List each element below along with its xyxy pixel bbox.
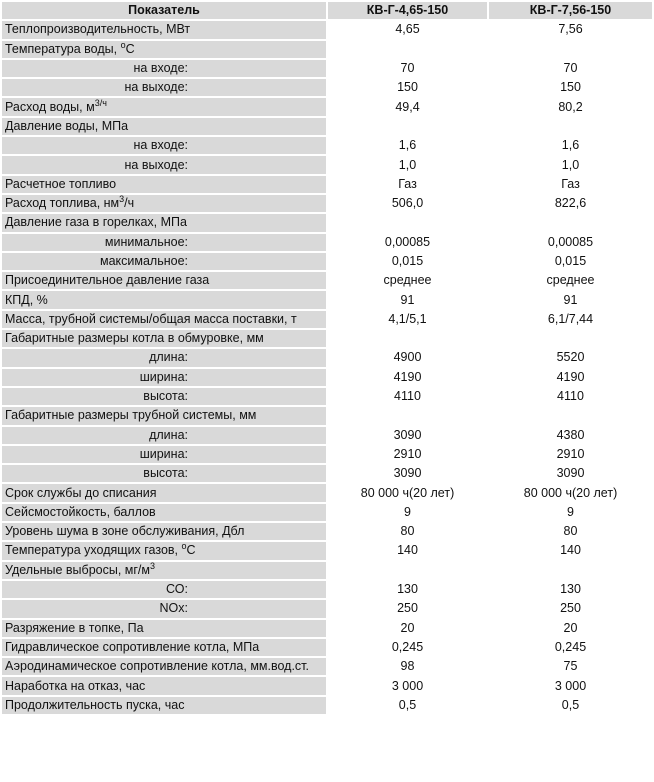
row-value-model-1: 3 000 bbox=[328, 677, 487, 694]
row-sublabel bbox=[2, 60, 326, 77]
row-sublabel bbox=[2, 388, 326, 405]
row-sublabel bbox=[2, 156, 326, 173]
row-label-text: Присоединительное давление газа bbox=[5, 273, 210, 288]
row-label bbox=[2, 407, 326, 424]
table-row bbox=[2, 272, 652, 289]
row-label bbox=[2, 562, 326, 579]
row-value-model-2 bbox=[489, 118, 652, 135]
row-value-model-1 bbox=[328, 562, 487, 579]
row-label-text: Температура уходящих газов, bbox=[5, 543, 182, 558]
row-value-model-1: 80 000 ч(20 лет) bbox=[328, 484, 487, 501]
row-value-model-2 bbox=[489, 330, 652, 347]
row-value-model-2: 3 000 bbox=[489, 677, 652, 694]
row-label-text: ширина: bbox=[139, 446, 188, 461]
row-label-superscript: о bbox=[120, 40, 126, 50]
row-value-model-2: Газ bbox=[489, 176, 652, 193]
row-value-model-1: 506,0 bbox=[328, 195, 487, 212]
row-value-model-1 bbox=[328, 330, 487, 347]
row-sublabel bbox=[2, 369, 326, 386]
row-label-text: Наработка на отказ, час bbox=[5, 678, 146, 693]
row-value-model-1: 9 bbox=[328, 504, 487, 521]
row-value-model-1 bbox=[328, 214, 487, 231]
table-row bbox=[2, 600, 652, 617]
row-label-suffix: /ч bbox=[124, 196, 135, 211]
row-value-model-2 bbox=[489, 562, 652, 579]
table-row bbox=[2, 484, 652, 501]
row-value-model-1 bbox=[328, 118, 487, 135]
row-sublabel bbox=[2, 79, 326, 96]
table-row bbox=[2, 214, 652, 231]
row-label-text: СО: bbox=[166, 582, 188, 597]
row-label-text: Сейсмостойкость, баллов bbox=[5, 504, 156, 519]
row-label-text: Давление газа в горелках, МПа bbox=[5, 215, 187, 230]
row-label-text: на входе: bbox=[133, 61, 188, 76]
table-row bbox=[2, 156, 652, 173]
table-row bbox=[2, 542, 652, 559]
row-value-model-1 bbox=[328, 407, 487, 424]
header-model-1: КВ-Г-4,65-150 bbox=[328, 2, 487, 19]
row-label-text: NOx: bbox=[159, 601, 188, 616]
table-row bbox=[2, 118, 652, 135]
row-label-text: высота: bbox=[143, 466, 188, 481]
row-value-model-1: 0,5 bbox=[328, 697, 487, 714]
row-label bbox=[2, 311, 326, 328]
row-label-text: Срок службы до списания bbox=[5, 485, 157, 500]
row-label-text: Разряжение в топке, Па bbox=[5, 620, 144, 635]
row-value-model-1: 250 bbox=[328, 600, 487, 617]
row-label-text: минимальное: bbox=[104, 234, 188, 249]
row-value-model-2: 4110 bbox=[489, 388, 652, 405]
row-label-text: Давление воды, МПа bbox=[5, 118, 129, 133]
row-label bbox=[2, 214, 326, 231]
row-value-model-2: 4190 bbox=[489, 369, 652, 386]
row-sublabel bbox=[2, 349, 326, 366]
header-row bbox=[2, 2, 652, 19]
row-value-model-2: 1,6 bbox=[489, 137, 652, 154]
table-row bbox=[2, 697, 652, 714]
row-value-model-1: 4,1/5,1 bbox=[328, 311, 487, 328]
table-row bbox=[2, 330, 652, 347]
row-value-model-2: 0,245 bbox=[489, 639, 652, 656]
table-row bbox=[2, 523, 652, 540]
table-row bbox=[2, 427, 652, 444]
row-value-model-2: 2910 bbox=[489, 446, 652, 463]
row-label bbox=[2, 118, 326, 135]
table-row bbox=[2, 79, 652, 96]
row-label-suffix: С bbox=[186, 543, 196, 558]
row-value-model-2: 5520 bbox=[489, 349, 652, 366]
row-value-model-1: 130 bbox=[328, 581, 487, 598]
row-label-text: Уровень шума в зоне обслуживания, Дбл bbox=[5, 524, 245, 539]
row-value-model-1: 49,4 bbox=[328, 98, 487, 115]
row-label-text: Габаритные размеры котла в обмуровке, мм bbox=[5, 331, 264, 346]
row-value-model-2 bbox=[489, 41, 652, 58]
row-value-model-2: 1,0 bbox=[489, 156, 652, 173]
table-row bbox=[2, 291, 652, 308]
table-row bbox=[2, 137, 652, 154]
row-value-model-2: 91 bbox=[489, 291, 652, 308]
row-sublabel bbox=[2, 581, 326, 598]
table-row bbox=[2, 98, 652, 115]
row-label-text: длина: bbox=[149, 350, 188, 365]
row-value-model-1: 0,00085 bbox=[328, 234, 487, 251]
row-value-model-2: 250 bbox=[489, 600, 652, 617]
row-value-model-2: 9 bbox=[489, 504, 652, 521]
header-param: Показатель bbox=[2, 2, 326, 19]
row-value-model-1 bbox=[328, 41, 487, 58]
row-value-model-1: 4,65 bbox=[328, 21, 487, 38]
row-label-superscript: 3/ч bbox=[94, 98, 107, 108]
table-row bbox=[2, 465, 652, 482]
row-label bbox=[2, 330, 326, 347]
row-label bbox=[2, 41, 326, 58]
row-label-text: Габаритные размеры трубной системы, мм bbox=[5, 408, 257, 423]
row-sublabel bbox=[2, 465, 326, 482]
row-sublabel bbox=[2, 234, 326, 251]
row-value-model-1: 0,245 bbox=[328, 639, 487, 656]
row-label-text: длина: bbox=[149, 427, 188, 442]
row-label bbox=[2, 504, 326, 521]
row-label-text: Расход воды, м bbox=[5, 99, 95, 114]
table-row bbox=[2, 446, 652, 463]
row-value-model-1: 2910 bbox=[328, 446, 487, 463]
row-label-text: Аэродинамическое сопротивление котла, мм.вод.ст. bbox=[5, 659, 309, 674]
row-value-model-2: 75 bbox=[489, 658, 652, 675]
row-value-model-2: 80 000 ч(20 лет) bbox=[489, 484, 652, 501]
row-label-suffix: С bbox=[125, 41, 135, 56]
row-value-model-1: Газ bbox=[328, 176, 487, 193]
row-value-model-2 bbox=[489, 407, 652, 424]
table-row bbox=[2, 195, 652, 212]
row-value-model-2 bbox=[489, 214, 652, 231]
row-label-text: высота: bbox=[143, 389, 188, 404]
table-row bbox=[2, 407, 652, 424]
row-value-model-1: 20 bbox=[328, 620, 487, 637]
table-row bbox=[2, 41, 652, 58]
table-row bbox=[2, 639, 652, 656]
row-value-model-2: среднее bbox=[489, 272, 652, 289]
table-row bbox=[2, 562, 652, 579]
row-value-model-2: 140 bbox=[489, 542, 652, 559]
row-label bbox=[2, 542, 326, 559]
row-label-text: КПД, % bbox=[5, 292, 48, 307]
row-label bbox=[2, 697, 326, 714]
header-model-2: КВ-Г-7,56-150 bbox=[489, 2, 652, 19]
row-label bbox=[2, 639, 326, 656]
row-label-text: Расход топлива, нм bbox=[5, 196, 120, 211]
row-value-model-2: 3090 bbox=[489, 465, 652, 482]
row-label bbox=[2, 176, 326, 193]
row-value-model-2: 0,5 bbox=[489, 697, 652, 714]
table-row bbox=[2, 388, 652, 405]
row-value-model-1: 3090 bbox=[328, 427, 487, 444]
row-label-text: Теплопроизводительность, МВт bbox=[5, 22, 191, 37]
row-label bbox=[2, 291, 326, 308]
table-row bbox=[2, 253, 652, 270]
row-value-model-1: 98 bbox=[328, 658, 487, 675]
row-label-text: Удельные выбросы, мг/м bbox=[5, 562, 151, 577]
row-value-model-2: 80,2 bbox=[489, 98, 652, 115]
row-label-text: ширина: bbox=[139, 369, 188, 384]
row-value-model-2: 80 bbox=[489, 523, 652, 540]
row-value-model-1: 4110 bbox=[328, 388, 487, 405]
table-row bbox=[2, 311, 652, 328]
row-value-model-2: 6,1/7,44 bbox=[489, 311, 652, 328]
row-label-text: максимальное: bbox=[99, 254, 188, 268]
row-sublabel bbox=[2, 446, 326, 463]
row-value-model-1: 0,015 bbox=[328, 253, 487, 270]
row-label bbox=[2, 620, 326, 637]
row-sublabel bbox=[2, 253, 326, 270]
table-row bbox=[2, 21, 652, 38]
row-value-model-2: 822,6 bbox=[489, 195, 652, 212]
table-row bbox=[2, 658, 652, 675]
row-label bbox=[2, 677, 326, 694]
row-value-model-1: 1,6 bbox=[328, 137, 487, 154]
row-label-text: Продолжительность пуска, час bbox=[5, 697, 185, 712]
row-sublabel bbox=[2, 427, 326, 444]
row-label-text: на выходе: bbox=[124, 157, 188, 172]
row-label-superscript: 3 bbox=[119, 194, 125, 204]
row-label-superscript: 3 bbox=[150, 561, 156, 571]
table-row bbox=[2, 176, 652, 193]
row-value-model-1: 91 bbox=[328, 291, 487, 308]
table-row bbox=[2, 581, 652, 598]
row-label bbox=[2, 98, 326, 115]
row-value-model-2: 70 bbox=[489, 60, 652, 77]
row-label-text: Масса, трубной системы/общая масса поставки, т bbox=[5, 311, 297, 326]
row-value-model-2: 150 bbox=[489, 79, 652, 96]
row-label-text: на входе: bbox=[133, 138, 188, 153]
row-label bbox=[2, 21, 326, 38]
row-value-model-2: 4380 bbox=[489, 427, 652, 444]
row-value-model-2: 0,00085 bbox=[489, 234, 652, 251]
row-sublabel bbox=[2, 600, 326, 617]
row-label bbox=[2, 523, 326, 540]
row-label-text: Расчетное топливо bbox=[5, 176, 117, 191]
table-row bbox=[2, 620, 652, 637]
row-label-text: Температура воды, bbox=[5, 41, 121, 56]
table-row bbox=[2, 60, 652, 77]
row-value-model-1: 150 bbox=[328, 79, 487, 96]
row-value-model-2: 0,015 bbox=[489, 253, 652, 270]
table-row bbox=[2, 504, 652, 521]
row-label bbox=[2, 272, 326, 289]
row-value-model-1: 4900 bbox=[328, 349, 487, 366]
row-label bbox=[2, 484, 326, 501]
row-label-text: на выходе: bbox=[124, 80, 188, 95]
row-value-model-1: 80 bbox=[328, 523, 487, 540]
row-value-model-1: 4190 bbox=[328, 369, 487, 386]
row-value-model-1: 140 bbox=[328, 542, 487, 559]
row-value-model-1: среднее bbox=[328, 272, 487, 289]
row-label-superscript: о bbox=[181, 542, 187, 552]
row-value-model-1: 1,0 bbox=[328, 156, 487, 173]
table-row bbox=[2, 349, 652, 366]
row-value-model-2: 130 bbox=[489, 581, 652, 598]
table-row bbox=[2, 677, 652, 694]
table-row bbox=[2, 234, 652, 251]
row-value-model-1: 3090 bbox=[328, 465, 487, 482]
row-label bbox=[2, 195, 326, 212]
row-label-text: Гидравлическое сопротивление котла, МПа bbox=[5, 639, 260, 654]
row-value-model-2: 7,56 bbox=[489, 21, 652, 38]
row-label bbox=[2, 658, 326, 675]
row-sublabel bbox=[2, 137, 326, 154]
table-row bbox=[2, 369, 652, 386]
row-value-model-2: 20 bbox=[489, 620, 652, 637]
row-value-model-1: 70 bbox=[328, 60, 487, 77]
